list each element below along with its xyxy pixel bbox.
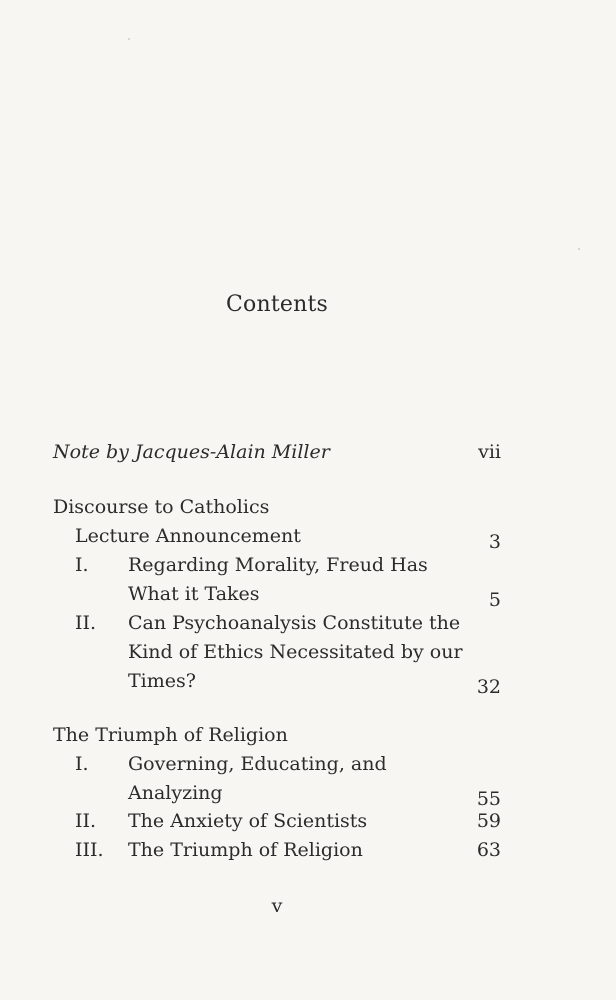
- toc-entry-title: Kind of Ethics Necessitated by our: [128, 641, 463, 663]
- toc-page-number: 63: [476, 839, 501, 861]
- chapter-numeral: I.: [75, 554, 89, 576]
- toc-entry-title: Lecture Announcement: [75, 525, 301, 547]
- paper-speck: [578, 248, 580, 250]
- toc-page-number: 59: [476, 810, 501, 832]
- toc-entry-title: Governing, Educating, and: [128, 753, 387, 775]
- chapter-numeral: I.: [75, 753, 89, 775]
- toc-page-number: 55: [476, 788, 501, 810]
- toc-entry-title: Times?: [128, 670, 196, 692]
- toc-entry-lecture[interactable]: [0, 521, 616, 551]
- toc-entry-title: Regarding Morality, Freud Has: [128, 554, 428, 576]
- chapter-numeral: II.: [75, 810, 97, 832]
- toc-entry-title: What it Takes: [128, 583, 260, 605]
- page-folio: v: [271, 895, 283, 917]
- toc-part-title[interactable]: [0, 492, 616, 522]
- toc-entry-title: Note by Jacques-Alain Miller: [53, 441, 330, 463]
- toc-entry-chapter-continued[interactable]: [0, 637, 616, 667]
- toc-page-number: 3: [488, 531, 501, 553]
- part-title: Discourse to Catholics: [53, 496, 270, 518]
- toc-page-number: vii: [478, 441, 501, 463]
- toc-entry-title: The Anxiety of Scientists: [128, 810, 368, 832]
- toc-entry-chapter-continued[interactable]: [0, 666, 616, 696]
- chapter-numeral: II.: [75, 612, 97, 634]
- toc-entry-chapter[interactable]: [0, 806, 616, 836]
- toc-entry-chapter[interactable]: [0, 608, 616, 638]
- toc-page-number: 32: [476, 676, 501, 698]
- toc-entry-note[interactable]: [0, 437, 616, 467]
- part-title: The Triumph of Religion: [53, 724, 288, 746]
- paper-speck: [128, 38, 130, 40]
- toc-page-number: 5: [488, 589, 501, 611]
- toc-entry-chapter[interactable]: [0, 550, 616, 580]
- toc-entry-title: Can Psychoanalysis Constitute the: [128, 612, 461, 634]
- toc-entry-chapter[interactable]: [0, 835, 616, 865]
- toc-entry-chapter-continued[interactable]: [0, 579, 616, 609]
- toc-entry-title: Analyzing: [128, 782, 223, 804]
- chapter-numeral: III.: [75, 839, 104, 861]
- contents-heading: Contents: [225, 292, 328, 317]
- toc-entry-title: The Triumph of Religion: [128, 839, 363, 861]
- toc-entry-chapter[interactable]: [0, 749, 616, 779]
- toc-entry-chapter-continued[interactable]: [0, 778, 616, 808]
- toc-part-title[interactable]: [0, 720, 616, 750]
